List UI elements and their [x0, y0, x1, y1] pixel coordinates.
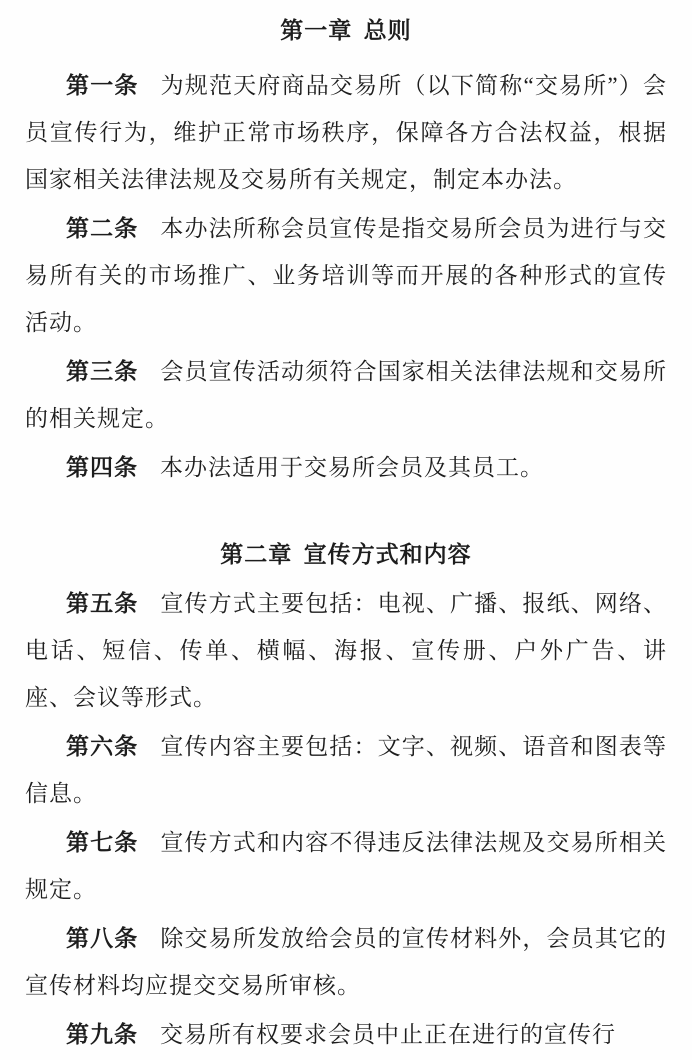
article-4-text: 本办法适用于交易所会员及其员工。	[160, 455, 544, 480]
article-8	[25, 915, 667, 1009]
article-1-label: 第一条	[66, 72, 139, 98]
article-4	[25, 444, 667, 491]
chapter-2-section	[25, 531, 667, 1058]
article-6	[25, 723, 667, 817]
article-5	[25, 580, 667, 721]
chapter-1-title: 第一章 总则	[280, 17, 412, 43]
article-7	[25, 819, 667, 913]
article-9-text: 交易所有权要求会员中止正在进行的宣传行	[160, 1022, 616, 1047]
article-3-text: 会员宣传活动须符合国家相关法律法规和交易所的相关规定。	[25, 359, 668, 431]
article-3	[25, 348, 667, 442]
chapter-1-section	[25, 7, 667, 491]
article-7-label: 第七条	[66, 829, 139, 855]
article-9-label: 第九条	[66, 1021, 138, 1047]
article-9	[25, 1011, 667, 1058]
article-8-label: 第八条	[66, 925, 139, 951]
article-1	[25, 62, 667, 203]
article-2	[25, 205, 667, 346]
article-6-label: 第六条	[66, 733, 139, 759]
article-4-label: 第四条	[66, 454, 138, 480]
article-6-text: 宣传内容主要包括：文字、视频、语音和图表等信息。	[25, 734, 668, 806]
chapter-2-title: 第二章 宣传方式和内容	[220, 541, 472, 567]
article-8-text: 除交易所发放给会员的宣传材料外，会员其它的宣传材料均应提交交易所审核。	[25, 926, 668, 998]
article-5-text: 宣传方式主要包括：电视、广播、报纸、网络、电话、短信、传单、横幅、海报、宣传册、户外广告、讲座、会议等形式。	[25, 591, 668, 710]
article-7-text: 宣传方式和内容不得违反法律法规及交易所相关规定。	[25, 830, 668, 902]
article-3-label: 第三条	[66, 358, 139, 384]
article-5-label: 第五条	[66, 590, 139, 616]
article-1-text: 为规范天府商品交易所（以下简称“交易所”）会员宣传行为，维护正常市场秩序，保障各方合法权益，根据国家相关法律法规及交易所有关规定，制定本办法。	[25, 73, 668, 192]
article-2-label: 第二条	[66, 215, 139, 241]
article-2-text: 本办法所称会员宣传是指交易所会员为进行与交易所有关的市场推广、业务培训等而开展的各种形式的宣传活动。	[25, 216, 668, 335]
